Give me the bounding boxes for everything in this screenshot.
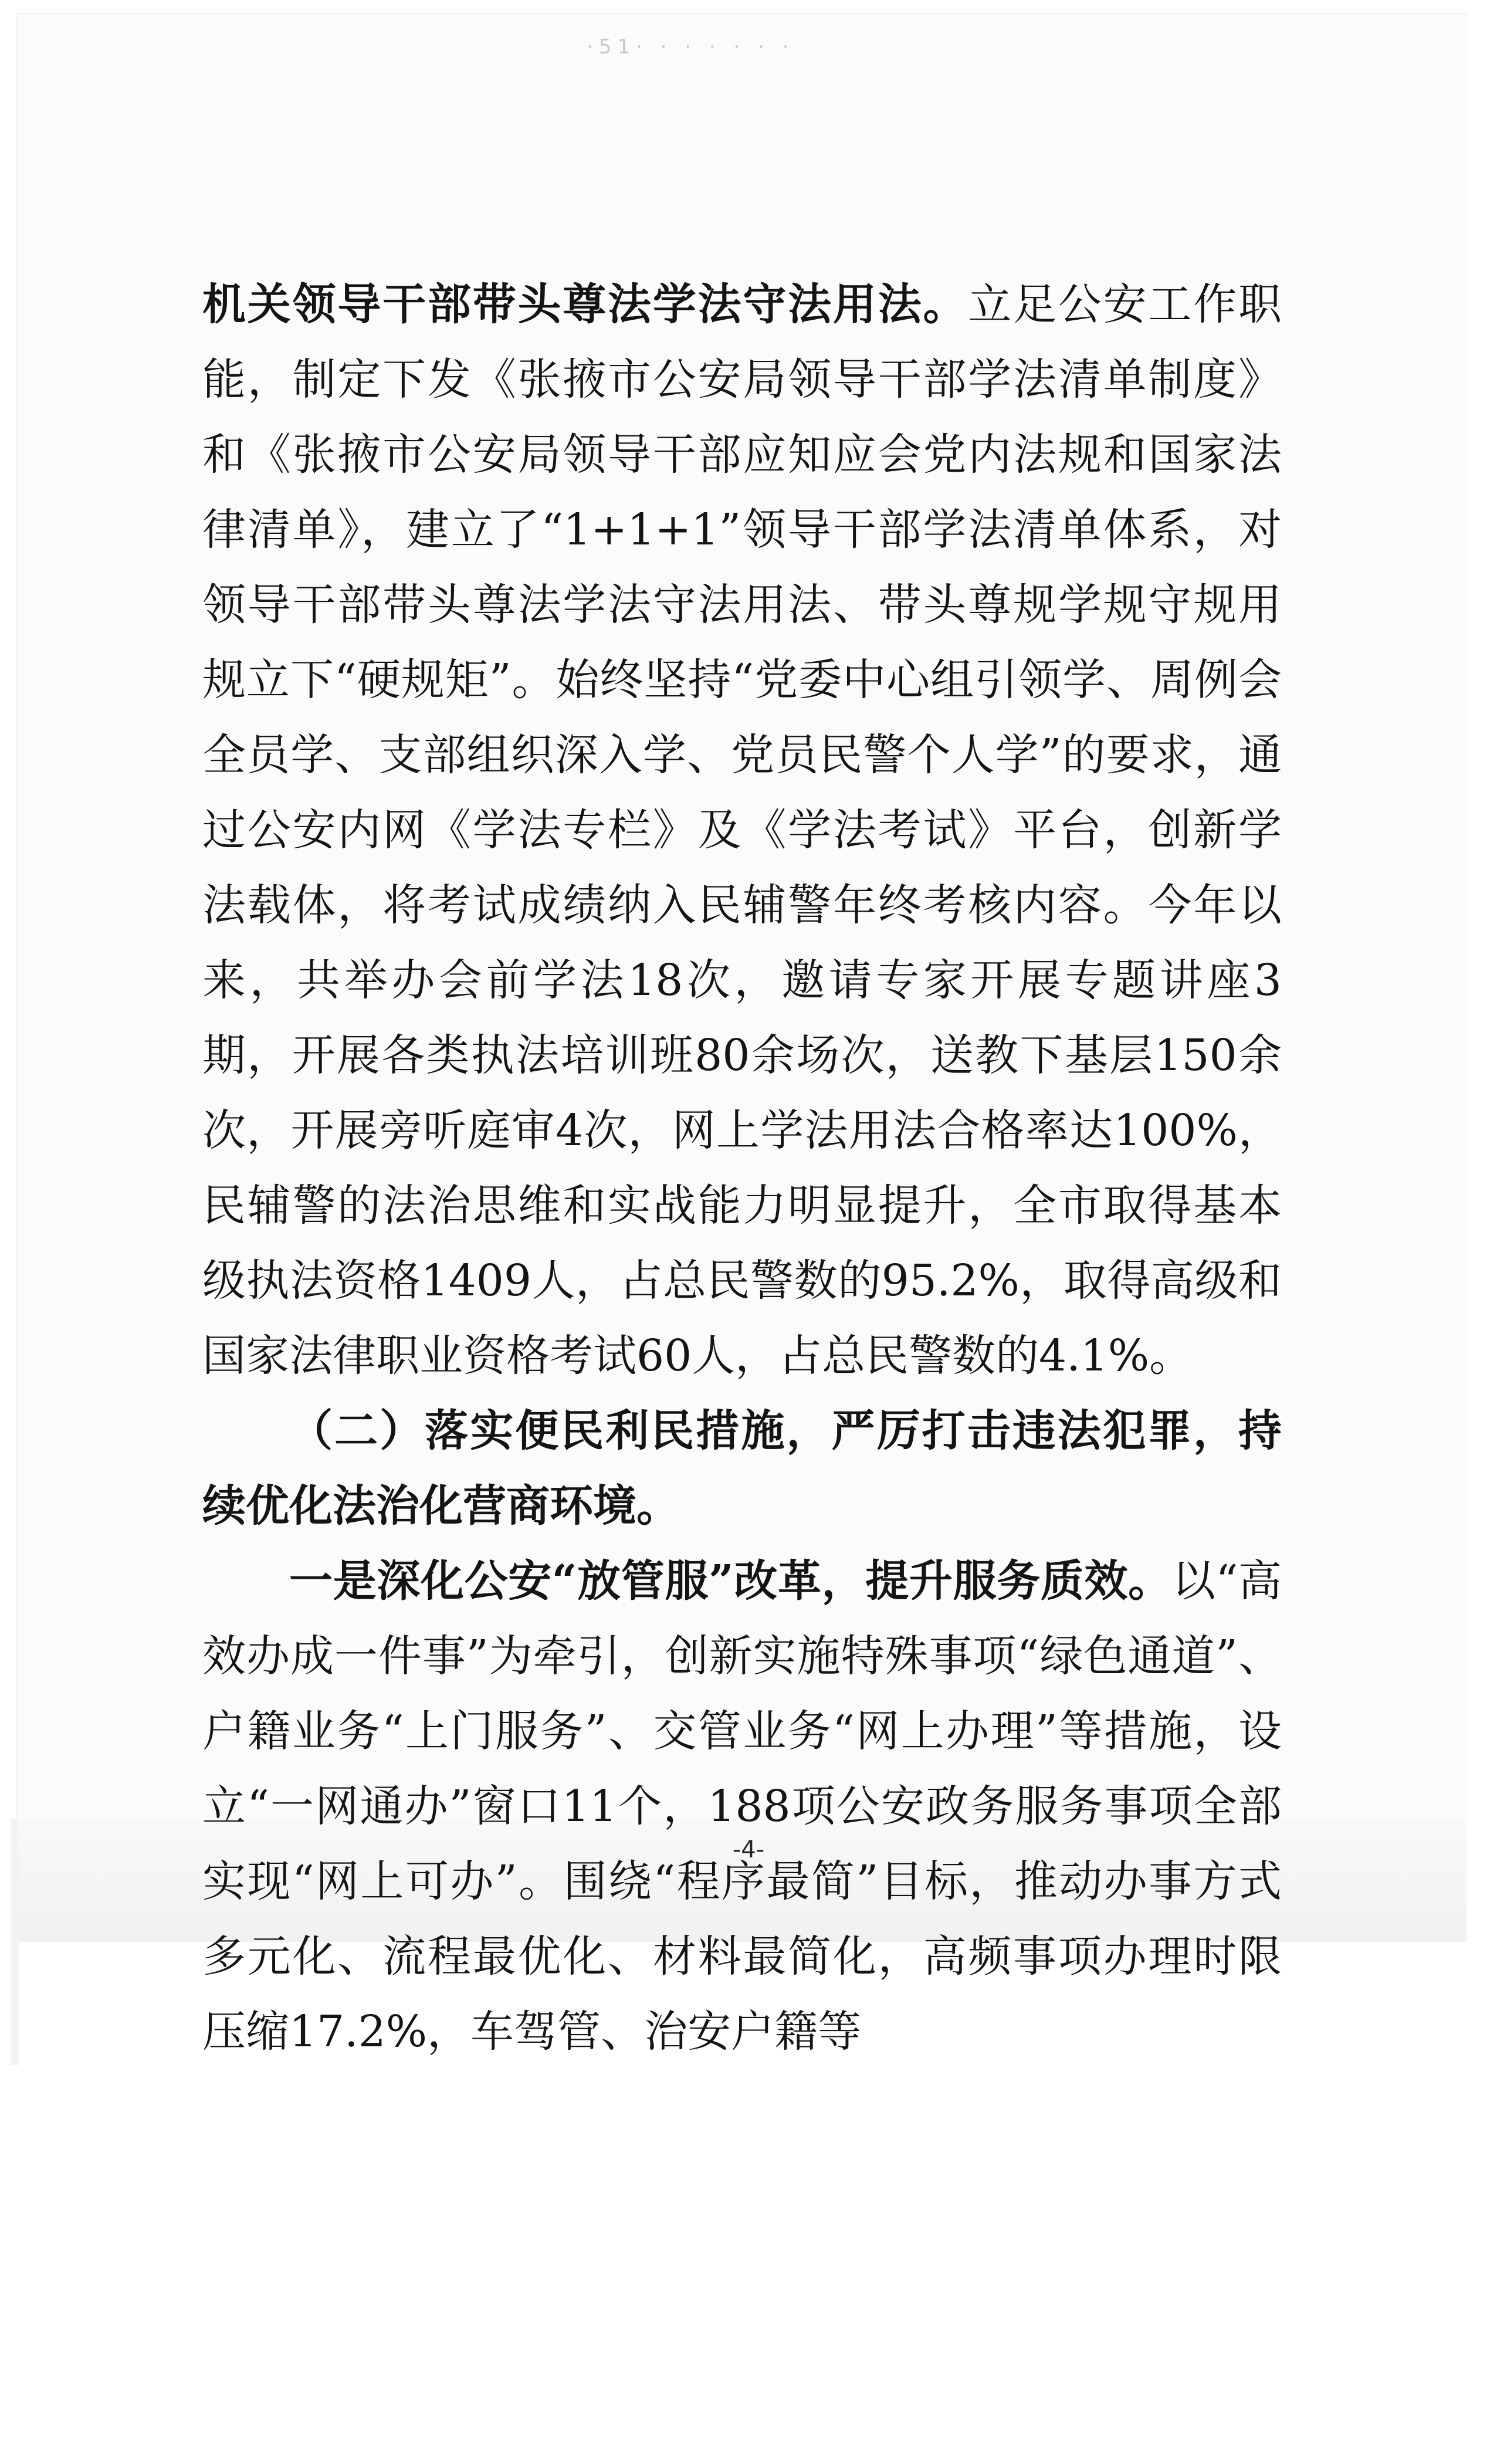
page-number: -4- xyxy=(732,1836,765,1863)
paragraph-1 xyxy=(202,267,1282,1393)
paragraph-3 xyxy=(202,1544,1282,2069)
document-body xyxy=(202,267,1282,2069)
header-faint-marks: ·51· · · · · · · xyxy=(587,35,795,59)
paragraph-1-lead: 机关领导干部带头尊法学法守法用法。 xyxy=(202,279,968,330)
section-heading: （二）落实便民利民措施，严厉打击违法犯罪，持续优化法治化营商环境。 xyxy=(202,1406,1282,1531)
paragraph-3-text: 以“高效办成一件事”为牵引，创新实施特殊事项“绿色通道”、户籍业务“上门服务”、交管业务“网上办理”等措施，设立“一网通办”窗口11个，188项公安政务服务事项全部实现“网上可办”。围绕“程序最简”目标，推动办事方式多元化、流程最优化、材料最简化，高频事项办理时限压缩17.2%，车驾管、治安户籍等 xyxy=(202,1556,1282,2057)
paragraph-1-text: 立足公安工作职能，制定下发《张掖市公安局领导干部学法清单制度》和《张掖市公安局领导干部应知应会党内法规和国家法律清单》，建立了“1+1+1”领导干部学法清单体系，对领导干部带头尊法学法守法用法、带头尊规学规守规用规立下“硬规矩”。始终坚持“党委中心组引领学、周例会全员学、支部组织深入学、党员民警个人学”的要求，通过公安内网《学法专栏》及《学法考试》平台，创新学法载体，将考试成绩纳入民辅警年终考核内容。今年以来，共举办会前学法18次，邀请专家开展专题讲座3期，开展各类执法培训班80余场次，送教下基层150余次，开展旁听庭审4次，网上学法用法合格率达100%，民辅警的法治思维和实战能力明显提升，全市取得基本级执法资格1409人，占总民警数的95.2%，取得高级和国家法律职业资格考试60人，占总民警数的4.1%。 xyxy=(202,279,1282,1381)
paragraph-3-lead: 一是深化公安“放管服”改革，提升服务质效。 xyxy=(289,1556,1172,1606)
